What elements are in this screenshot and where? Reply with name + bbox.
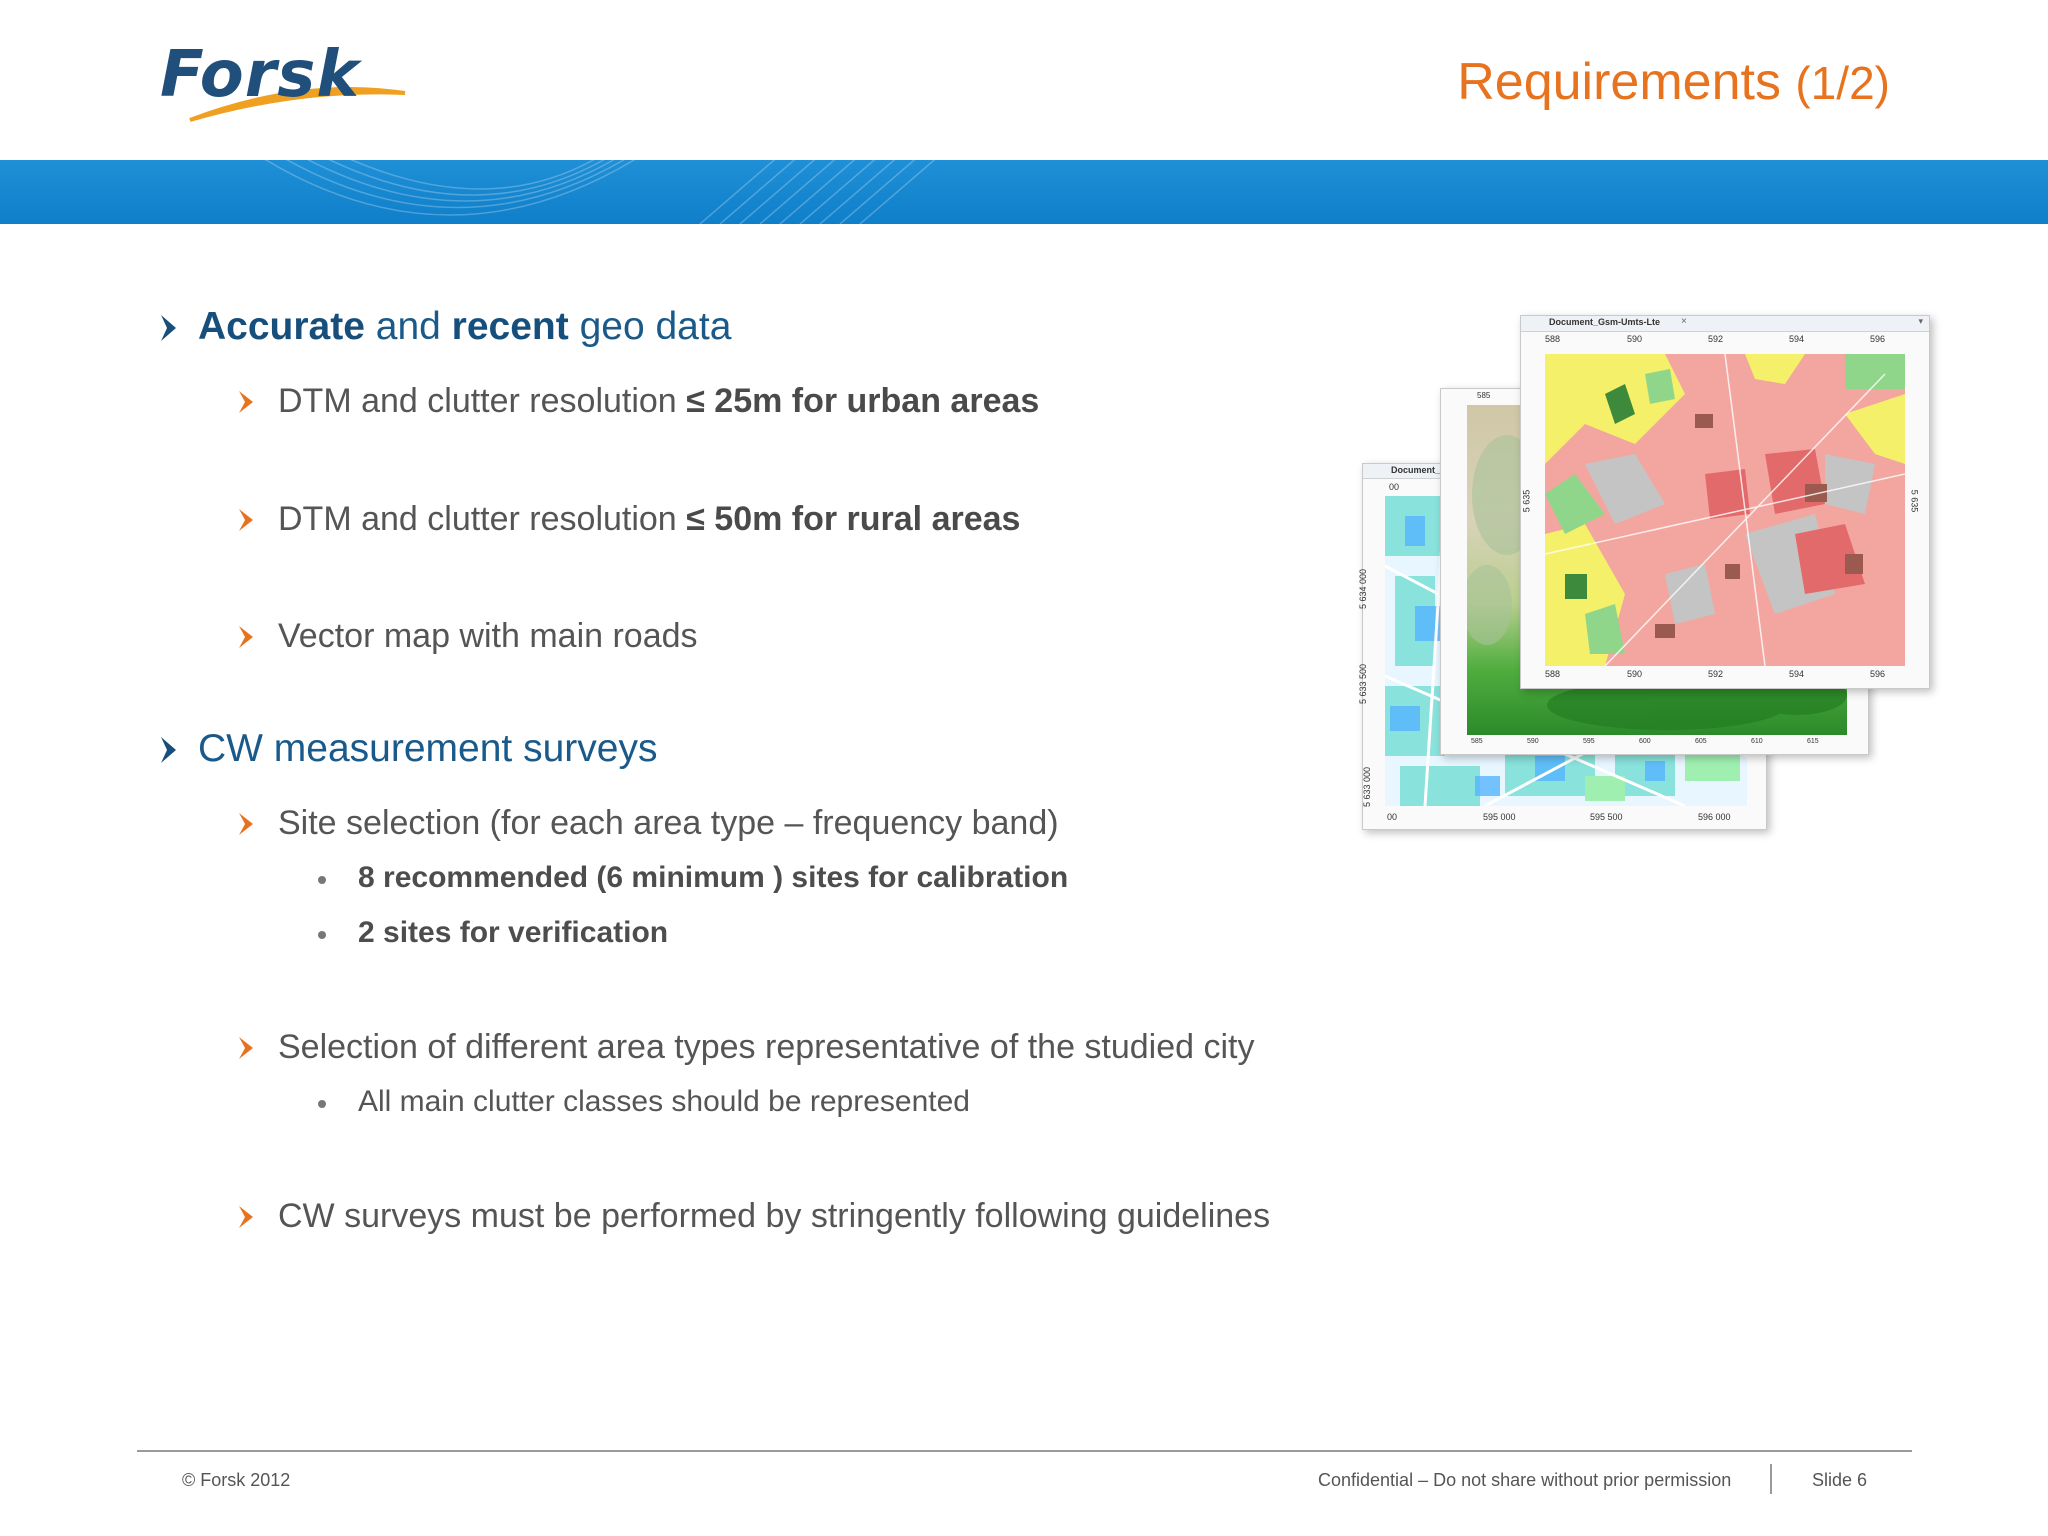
map-tick: 594 [1789, 334, 1805, 344]
map-tick: 588 [1545, 669, 1561, 679]
chevron-right-icon [237, 1035, 257, 1061]
bullet-dtm-rural-text: DTM and clutter resolution [278, 500, 687, 538]
map-bottom-axis [1545, 669, 1905, 685]
chevron-right-icon [158, 313, 180, 343]
map-tick: 596 000 [1698, 812, 1731, 822]
map-tick: 610 [1751, 738, 1763, 745]
close-tab-icon[interactable]: × [1681, 316, 1687, 327]
chevron-right-icon [237, 389, 257, 415]
chevron-right-icon [237, 507, 257, 533]
map-tick: 615 [1807, 738, 1819, 745]
map-tick: 590 [1627, 334, 1643, 344]
map-tick: 592 [1708, 334, 1724, 344]
map-window-clutter [1520, 315, 1930, 689]
map-side-tick: 5 634 000 [1358, 568, 1369, 610]
chevron-right-icon [237, 1204, 257, 1230]
footer-confidential: Confidential – Do not share without prior permission [1318, 1470, 1732, 1490]
map-tick: 592 [1708, 669, 1724, 679]
bullet-geo-data [198, 305, 731, 349]
bullet-dtm-rural [278, 500, 1020, 539]
map-side-tick: 5 633 000 [1362, 766, 1373, 808]
map-side-tick: 5 635 [1521, 489, 1532, 513]
footer-divider [137, 1450, 1912, 1452]
chevron-right-icon [237, 624, 257, 650]
logo-text: Forsk [160, 38, 360, 112]
forsk-logo [150, 38, 420, 133]
bullet-sites-verification: 2 sites for verification [358, 916, 669, 949]
bullet-dot [318, 931, 326, 939]
map-tick: 595 [1583, 738, 1595, 745]
map-tick: 596 [1870, 334, 1886, 344]
dropdown-arrow-icon[interactable]: ▾ [1918, 316, 1923, 326]
map-tick: 605 [1695, 738, 1707, 745]
footer-separator [1770, 1464, 1772, 1494]
map-tick: 594 [1789, 669, 1805, 679]
map-top-axis [1545, 334, 1905, 350]
bullet-guidelines: CW surveys must be performed by stringently following guidelines [278, 1197, 1271, 1235]
map-tick: 590 [1627, 669, 1643, 679]
bullet-geo-mid: and [364, 305, 452, 348]
chevron-right-icon [237, 811, 257, 837]
bullet-cw-surveys: CW measurement surveys [198, 727, 658, 770]
bullet-dtm-rural-bold: ≤ 50m for rural areas [686, 500, 1021, 538]
map-tick: 595 000 [1483, 812, 1516, 822]
bullet-dot [318, 1100, 326, 1108]
map-top-label: 585 [1477, 391, 1491, 400]
map-top-label: 00 [1389, 482, 1400, 492]
bullet-dot [318, 876, 326, 884]
footer-slide-number: Slide 6 [1812, 1470, 1868, 1490]
title-part: (1/2) [1795, 57, 1890, 109]
band-arcs-decoration [0, 160, 2048, 224]
title-main: Requirements [1457, 53, 1781, 111]
chevron-right-icon [158, 735, 180, 765]
map-bottom-axis [1467, 737, 1847, 751]
bullet-clutter-classes: All main clutter classes should be represented [358, 1085, 970, 1118]
map-tick: 590 [1527, 738, 1539, 745]
map-bottom-axis [1385, 808, 1747, 828]
bullet-geo-rest: geo data [568, 305, 732, 348]
footer-copyright: © Forsk 2012 [182, 1470, 291, 1490]
map-tick: 585 [1471, 738, 1483, 745]
map-side-tick: 5 633 500 [1358, 663, 1369, 705]
bullet-dtm-urban [278, 382, 1039, 421]
bullet-sites-calibration: 8 recommended (6 minimum ) sites for calibration [358, 861, 1069, 894]
bullet-area-types: Selection of different area types representative of the studied city [278, 1028, 1255, 1066]
map-tick: 595 500 [1590, 812, 1623, 822]
bullet-site-selection: Site selection (for each area type – frequency band) [278, 804, 1059, 842]
bullet-dtm-urban-text: DTM and clutter resolution [278, 382, 687, 420]
bullet-geo-bold1: Accurate [198, 305, 365, 348]
map-clutter-image [1545, 354, 1905, 666]
map-tick: 588 [1545, 334, 1561, 344]
map-tick: 600 [1639, 738, 1651, 745]
map-windows-illustration [1360, 315, 1930, 835]
map-window-tabbar [1521, 316, 1929, 332]
map-tab-label: Document_Gsm-Umts-Lte [1549, 317, 1661, 327]
header-band [0, 160, 2048, 224]
map-tab-label: Document_ [1391, 465, 1441, 475]
map-tick: 00 [1387, 812, 1398, 822]
slide-title [1457, 52, 1890, 112]
bullet-vector-map: Vector map with main roads [278, 617, 698, 655]
bullet-dtm-urban-bold: ≤ 25m for urban areas [686, 382, 1040, 420]
map-side-tick: 5 635 [1909, 489, 1920, 513]
map-tick: 596 [1870, 669, 1886, 679]
bullet-geo-bold2: recent [451, 305, 569, 348]
